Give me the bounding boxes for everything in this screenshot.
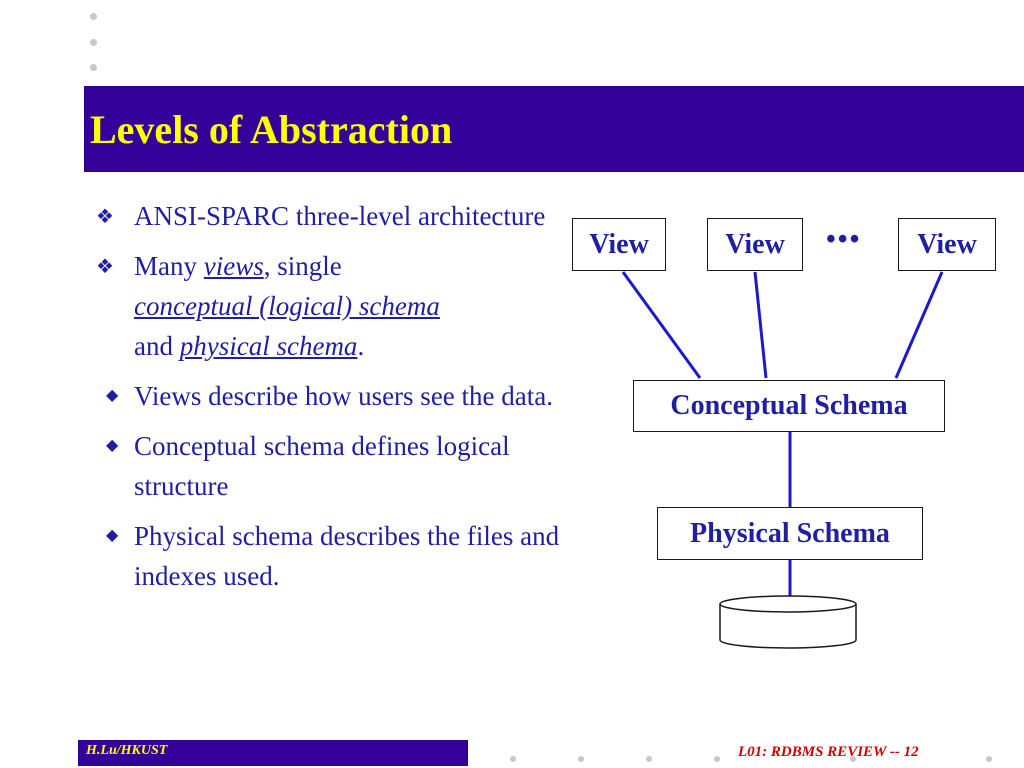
diamond-icon: ◆	[106, 437, 119, 454]
decor-dot	[986, 756, 992, 762]
conceptual-schema-term: conceptual (logical) schema	[134, 291, 440, 321]
footer-author: H.Lu/HKUST	[86, 743, 168, 758]
sub-bullet-text: Views describe how users see the data.	[134, 381, 553, 411]
bullet-text: and	[134, 331, 180, 361]
footer-slide-number: L01: RDBMS REVIEW -- 12	[738, 744, 919, 760]
bullet-text: ANSI-SPARC three-level architecture	[134, 201, 546, 231]
physical-schema-box: Physical Schema	[657, 507, 923, 560]
connector-line	[755, 272, 766, 378]
view-box: View	[707, 218, 803, 271]
bullet-text: .	[357, 331, 365, 361]
sub-bullet-text: Physical schema describes the files and indexes used.	[134, 521, 560, 591]
views-term: views	[203, 251, 264, 281]
connector-line	[623, 272, 700, 378]
diamond-bullet-icon: ❖	[96, 256, 114, 278]
connector-line	[896, 272, 942, 378]
diamond-bullet-icon: ❖	[96, 206, 114, 228]
view-box: View	[898, 218, 996, 271]
diamond-icon: ◆	[106, 387, 119, 404]
database-icon	[720, 596, 856, 648]
diamond-icon: ◆	[106, 527, 119, 544]
footer-bar	[78, 740, 468, 766]
decor-dot	[646, 756, 652, 762]
view-box: View	[572, 218, 666, 271]
decor-dot	[510, 756, 516, 762]
sub-bullet-text: Conceptual schema defines logical structure	[134, 431, 510, 501]
physical-schema-term: physical schema	[179, 331, 358, 361]
decor-dot	[578, 756, 584, 762]
ellipsis: •••	[826, 224, 862, 255]
bullet-text: , single	[263, 251, 342, 281]
decor-dot	[714, 756, 720, 762]
slide-title: Levels of Abstraction	[90, 107, 453, 152]
bullet-text: Many	[134, 251, 204, 281]
conceptual-schema-box: Conceptual Schema	[633, 380, 945, 432]
